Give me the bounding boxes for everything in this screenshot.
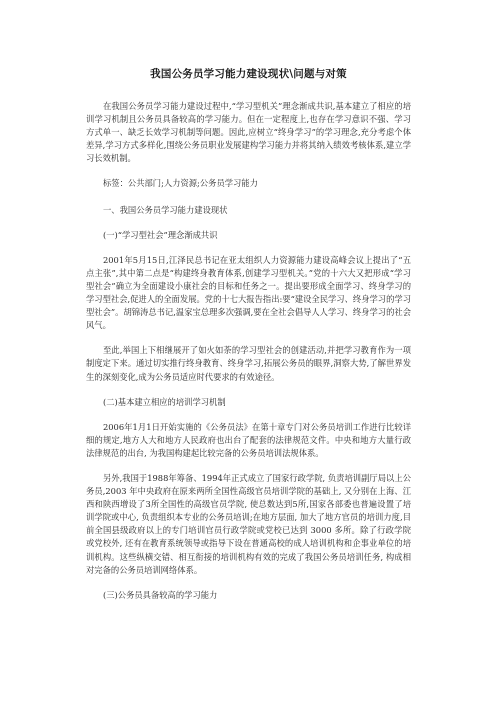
- subsection-heading-1: (一)“学习型社会”理念渐成共识: [103, 229, 218, 240]
- body-paragraph-1: 2001年5月15日,江泽民总书记在亚太组织人力资源能力建设高峰会议上提出了“五点主张”,其中第二点是“构建终身教育体系,创建学习型机关。”党的十六大又把形成“学习型社会”确立为全面建设小康社会的目标和任务之一。提出要形成全面学习、终身学习的学习型社会,促进人的全面发展。党的十七大报告指出:要“建设全民学习、终身学习的学习型社会”。胡锦涛总书记,温家宝总理多次强调,要在全社会倡导人人学习、终身学习的社会风气。: [86, 254, 411, 331]
- body-paragraph-4: 另外,我国于1988年筹备、1994年正式成立了国家行政学院, 负责培训副厅局以上公务员,2003 年中央政府在原来两所全国性高级官员培训学院的基础上, 又分别在上海、江西和陕西增设了3所全国性的高级官员学院, 使总数达到5所,国家各部委也普遍设置了培训学院或中心, 负责组织本专业的公务员培训;在地方层面, 加大了地方官员的培训力度,目前全国县级政府以上的专门培训官员行政学院或党校已达到 3000 多所。除了行政学院或党校外, 还有在教育系统领导或指导下设在普通高校的成人培训机构和企事业单位的培训机构。这些纵横交错、相互衔接的培训机构有效的完成了我国公务员培训任务, 构成相对完备的公务员培训网络体系。: [86, 472, 411, 575]
- body-paragraph-3: 2006年1月1日开始实施的《公务员法》在第十章专门对公务员培训工作进行比较详细的规定,地方人大和地方人民政府也出台了配套的法律规范文件。中央和地方大量行政法律规范的出台, 为我国构建起比较完备的公务员培训法规体系。: [86, 421, 411, 458]
- keywords-line: 标签：公共部门;人力资源;公务员学习能力: [103, 178, 258, 189]
- body-paragraph-2: 至此,举国上下相继展开了如火如荼的学习型社会的创建活动,并把学习教育作为一项制度定下来。通过切实推行终身教育、终身学习,拓展公务员的眼界,洞察大势,了解世界发生的深刻变化,成为公务员适应时代要求的有效途径。: [86, 345, 411, 382]
- subsection-heading-3: (三)公务员具备较高的学习能力: [103, 589, 218, 600]
- section-heading-1: 一、我国公务员学习能力建设现状: [103, 204, 228, 215]
- document-title: 我国公务员学习能力建设现状\问题与对策: [150, 68, 347, 80]
- subsection-heading-2: (二)基本建立相应的培训学习机制: [103, 396, 226, 407]
- abstract-paragraph: 在我国公务员学习能力建设过程中,“学习型机关”理念渐成共识,基本建立了相应的培训学习机制且公务员具备较高的学习能力。但在一定程度上,也存在学习意识不强、学习方式单一、缺乏长效学习机制等问题。因此,应树立“终身学习”的学习理念,充分考虑个体差异,学习方式多样化,围绕公务员职业发展建构学习能力并将其纳入绩效考核体系,建立学习长效机制。: [86, 101, 411, 164]
